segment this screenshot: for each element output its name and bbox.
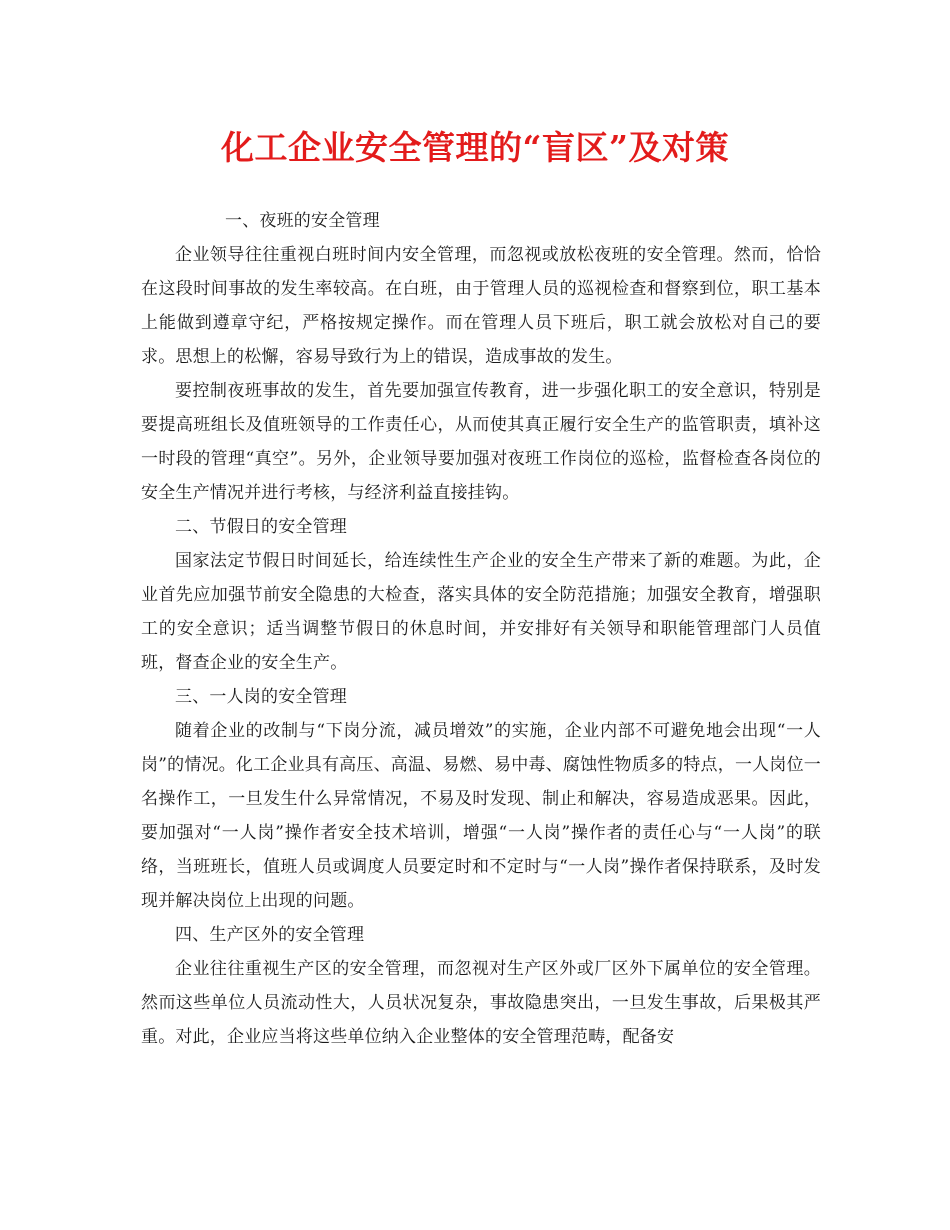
section-heading-outside-production: 四、生产区外的安全管理: [175, 925, 365, 945]
document-body: [141, 204, 821, 1054]
body-paragraph: 要控制夜班事故的发生，首先要加强宣传教育，进一步强化职工的安全意识，特别是要提高班组长及值班领导的工作责任心，从而使其真正履行安全生产的监管职责，填补这一时段的管理“真空”。另外，企业领导要加强对夜班工作岗位的巡检，监督检查各岗位的安全生产情况并进行考核，与经济利益直接挂钩。: [141, 381, 821, 503]
body-paragraph: 随着企业的改制与“下岗分流，减员增效”的实施，企业内部不可避免地会出现“一人岗”的情况。化工企业具有高压、高温、易燃、易中毒、腐蚀性物质多的特点，一人岗位一名操作工，一旦发生什么异常情况，不易及时发现、制止和解决，容易造成恶果。因此，要加强对“一人岗”操作者安全技术培训，增强“一人岗”操作者的责任心与“一人岗”的联络，当班班长，值班人员或调度人员要定时和不定时与“一人岗”操作者保持联系，及时发现并解决岗位上出现的问题。: [141, 721, 821, 911]
body-paragraph: 国家法定节假日时间延长，给连续性生产企业的安全生产带来了新的难题。为此，企业首先应加强节前安全隐患的大检查，落实具体的安全防范措施；加强安全教育，增强职工的安全意识；适当调整节假日的休息时间，并安排好有关领导和职能管理部门人员值班，督查企业的安全生产。: [141, 551, 821, 673]
document-title: 化工企业安全管理的“盲区”及对策: [221, 128, 729, 167]
body-paragraph: 企业往往重视生产区的安全管理，而忽视对生产区外或厂区外下属单位的安全管理。然而这些单位人员流动性大，人员状况复杂，事故隐患突出，一旦发生事故，后果极其严重。对此，企业应当将这些单位纳入企业整体的安全管理范畴，配备安: [141, 959, 821, 1047]
section-heading-night-shift: 一、夜班的安全管理: [225, 211, 380, 231]
section-heading-holidays: 二、节假日的安全管理: [175, 517, 347, 537]
section-heading-single-post: 三、一人岗的安全管理: [175, 687, 347, 707]
body-paragraph: 企业领导往往重视白班时间内安全管理，而忽视或放松夜班的安全管理。然而，恰恰在这段时间事故的发生率较高。在白班，由于管理人员的巡视检查和督察到位，职工基本上能做到遵章守纪，严格按规定操作。而在管理人员下班后，职工就会放松对自己的要求。思想上的松懈，容易导致行为上的错误，造成事故的发生。: [141, 245, 821, 367]
